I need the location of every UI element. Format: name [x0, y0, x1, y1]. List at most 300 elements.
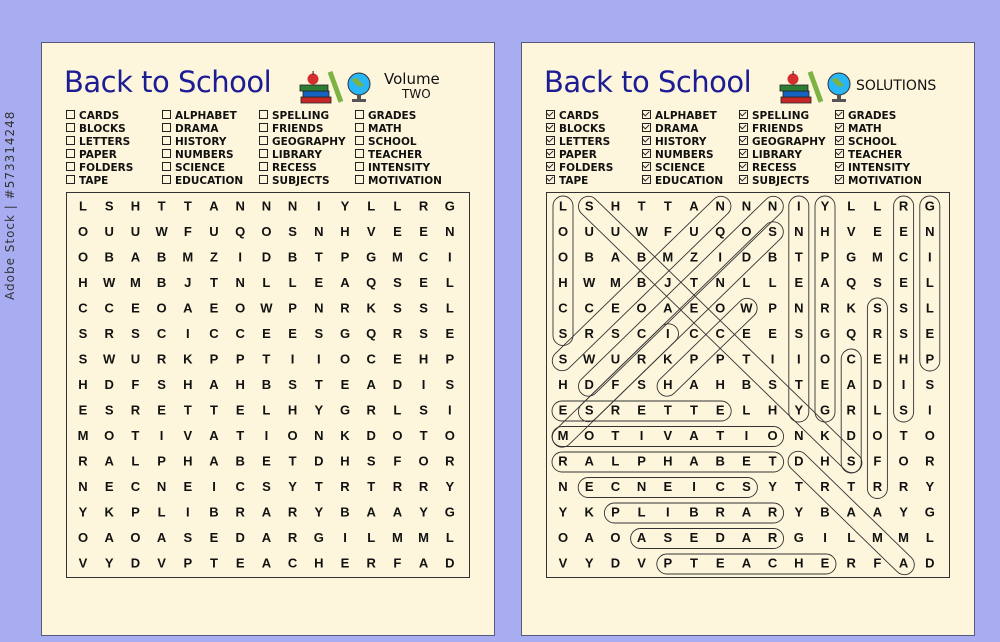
grid-letter: B: [235, 453, 245, 469]
grid-letter: S: [78, 325, 88, 341]
word-item: [835, 110, 922, 123]
grid-letter: A: [584, 529, 594, 545]
grid-letter: O: [392, 427, 403, 443]
grid-letter: H: [558, 376, 568, 392]
grid-letter: Y: [794, 504, 804, 520]
grid-letter: T: [663, 198, 672, 214]
word-column: [642, 110, 723, 188]
word-label: FRIENDS: [272, 123, 324, 135]
word-label: BLOCKS: [559, 123, 606, 135]
grid-letter: A: [261, 504, 272, 520]
word-item: [66, 123, 133, 136]
grid-letter: E: [262, 453, 271, 469]
grid-letter: R: [392, 325, 403, 341]
grid-letter: D: [610, 555, 621, 571]
grid-letter: Y: [584, 555, 594, 571]
grid-letter: M: [557, 427, 569, 443]
grid-letter: P: [157, 453, 166, 469]
grid-letter: D: [925, 555, 935, 571]
word-item: [739, 110, 826, 123]
grid-letter: L: [445, 300, 454, 316]
grid-letter: S: [742, 478, 751, 494]
grid-letter: K: [584, 504, 594, 520]
checked-box-icon: [642, 175, 651, 184]
grid-letter: R: [392, 478, 403, 494]
grid-letter: P: [183, 555, 193, 571]
grid-letter: I: [238, 249, 243, 265]
grid-letter: I: [159, 427, 164, 443]
grid-letter: R: [898, 198, 909, 214]
grid-letter: M: [418, 529, 430, 545]
grid-letter: D: [261, 249, 272, 265]
grid-letter: D: [130, 555, 141, 571]
grid-letter: A: [209, 376, 219, 392]
grid-letter: G: [846, 249, 857, 265]
grid-letter: L: [445, 274, 454, 290]
checkbox-icon: [355, 110, 364, 119]
word-label: LIBRARY: [752, 149, 802, 161]
grid-letter: Y: [104, 555, 114, 571]
grid-letter: L: [742, 402, 751, 418]
grid-letter: O: [444, 427, 455, 443]
grid-letter: R: [287, 504, 298, 520]
grid-letter: W: [260, 300, 273, 316]
grid-letter: U: [209, 223, 219, 239]
grid-letter: R: [610, 402, 621, 418]
grid-letter: S: [558, 325, 568, 341]
grid-letter: O: [715, 300, 726, 316]
grid-letter: L: [873, 198, 882, 214]
word-label: GRADES: [368, 110, 417, 122]
word-column: [259, 110, 346, 188]
grid-letter: Q: [846, 274, 857, 290]
grid-letter: E: [183, 478, 193, 494]
grid-letter: S: [393, 300, 402, 316]
grid-letter: C: [235, 478, 245, 494]
grid-letter: K: [846, 300, 856, 316]
grid-letter: P: [445, 351, 455, 367]
letter-grid: [66, 192, 470, 578]
grid-letter: I: [212, 478, 216, 494]
grid-letter: E: [419, 274, 428, 290]
checked-box-icon: [739, 149, 748, 158]
grid-letter: B: [104, 249, 114, 265]
grid-letter: N: [741, 198, 752, 214]
grid-letter: L: [637, 504, 646, 520]
grid-letter: V: [366, 223, 376, 239]
grid-letter: E: [584, 478, 594, 494]
grid-letter: H: [183, 376, 193, 392]
grid-letter: F: [873, 555, 882, 571]
grid-letter: T: [847, 478, 856, 494]
word-item: [162, 123, 243, 136]
grid-letter: B: [820, 504, 830, 520]
grid-letter: D: [445, 555, 455, 571]
grid-letter: R: [820, 300, 830, 316]
grid-letter: I: [290, 351, 295, 367]
grid-letter: D: [715, 529, 725, 545]
grid-letter: A: [689, 198, 699, 214]
watermark: Adobe Stock | #573314248: [3, 110, 17, 300]
checkbox-icon: [66, 149, 75, 158]
grid-letter: L: [157, 504, 166, 520]
grid-letter: E: [715, 402, 725, 418]
grid-letter: U: [130, 223, 141, 239]
grid-letter: L: [262, 274, 271, 290]
grid-letter: C: [610, 478, 621, 494]
grid-letter: Y: [820, 198, 830, 214]
grid-letter: S: [366, 453, 376, 469]
word-label: TEACHER: [848, 149, 903, 161]
grid-letter: K: [340, 427, 350, 443]
word-item: [259, 175, 346, 188]
grid-letter: E: [288, 325, 297, 341]
grid-letter: Y: [925, 478, 935, 494]
grid-letter: G: [339, 402, 351, 418]
grid-letter: V: [183, 427, 193, 443]
grid-letter: P: [637, 453, 646, 469]
grid-letter: G: [819, 325, 831, 341]
grid-letter: J: [184, 274, 192, 290]
checked-box-icon: [546, 162, 555, 171]
grid-letter: P: [209, 351, 219, 367]
word-label: MOTIVATION: [848, 175, 922, 187]
word-item: [739, 175, 826, 188]
grid-letter: L: [925, 529, 934, 545]
grid-letter: R: [872, 325, 883, 341]
grid-letter: N: [794, 300, 804, 316]
word-item: [355, 162, 442, 175]
globe-icon: [344, 71, 374, 103]
grid-letter: E: [209, 300, 219, 316]
checked-box-icon: [739, 110, 748, 119]
grid-letter: O: [924, 427, 935, 443]
grid-letter: I: [901, 376, 906, 392]
grid-letter: W: [583, 274, 596, 290]
grid-letter: G: [444, 198, 455, 214]
grid-letter: T: [690, 274, 698, 290]
grid-letter: I: [927, 249, 932, 265]
checked-box-icon: [642, 123, 651, 132]
grid-letter: O: [261, 223, 272, 239]
word-label: TAPE: [559, 175, 589, 187]
grid-letter: S: [584, 198, 594, 214]
checkbox-icon: [259, 136, 268, 145]
grid-letter: C: [235, 325, 245, 341]
volume-label: Volume: [384, 70, 440, 88]
grid-letter: T: [690, 402, 698, 418]
grid-letter: C: [767, 555, 778, 571]
grid-letter: M: [391, 249, 403, 265]
grid-letter: S: [873, 274, 882, 290]
checked-box-icon: [739, 136, 748, 145]
checkbox-icon: [162, 175, 171, 184]
checked-box-icon: [835, 149, 844, 158]
grid-letter: T: [236, 427, 245, 443]
grid-letter: V: [637, 555, 646, 571]
word-label: DRAMA: [175, 123, 219, 135]
grid-letter: A: [846, 504, 856, 520]
grid-letter: B: [689, 504, 699, 520]
grid-letter: C: [418, 249, 429, 265]
checked-box-icon: [739, 162, 748, 171]
grid-letter: V: [78, 555, 88, 571]
grid-letter: Y: [314, 402, 324, 418]
grid-letter: E: [768, 325, 777, 341]
checkbox-icon: [355, 136, 364, 145]
grid-letter: S: [262, 478, 271, 494]
checked-box-icon: [642, 162, 651, 171]
grid-letter: T: [419, 427, 428, 443]
grid-letter: E: [78, 402, 88, 418]
grid-letter: E: [558, 402, 568, 418]
grid-letter: N: [235, 274, 245, 290]
grid-letter: O: [77, 249, 89, 265]
grid-letter: M: [182, 249, 194, 265]
word-item: [162, 162, 243, 175]
grid-letter: B: [636, 249, 647, 265]
grid-letter: R: [104, 325, 114, 341]
grid-letter: O: [557, 223, 569, 239]
puzzle-page: [41, 42, 495, 636]
grid-letter: M: [609, 274, 621, 290]
grid-letter: C: [209, 325, 219, 341]
grid-letter: R: [715, 504, 725, 520]
grid-letter: T: [314, 249, 323, 265]
grid-letter: Y: [419, 504, 428, 520]
checkbox-icon: [66, 162, 75, 171]
word-label: GEOGRAPHY: [752, 136, 826, 148]
grid-letter: B: [261, 376, 272, 392]
grid-letter: A: [261, 555, 272, 571]
grid-letter: M: [871, 249, 883, 265]
grid-letter: N: [715, 198, 725, 214]
letter-grid-svg: [67, 193, 471, 579]
word-label: FOLDERS: [559, 162, 614, 174]
grid-letter: H: [663, 453, 673, 469]
grid-letter: O: [767, 427, 778, 443]
grid-letter: E: [419, 223, 428, 239]
grid-letter: K: [663, 351, 673, 367]
grid-letter: C: [636, 325, 647, 341]
grid-letter: Y: [794, 402, 804, 418]
grid-letter: L: [445, 529, 454, 545]
word-column: [835, 110, 922, 188]
word-item: [259, 110, 346, 123]
grid-letter: E: [393, 223, 402, 239]
grid-letter: P: [925, 351, 935, 367]
grid-letter: R: [445, 453, 455, 469]
grid-letter: L: [611, 453, 620, 469]
grid-letter: Y: [899, 504, 908, 520]
grid-letter: Z: [690, 249, 698, 265]
grid-letter: S: [183, 529, 193, 545]
checkbox-icon: [259, 110, 268, 119]
grid-letter: H: [183, 453, 193, 469]
grid-letter: U: [584, 223, 594, 239]
grid-letter: L: [367, 529, 376, 545]
grid-letter: E: [340, 376, 350, 392]
grid-letter: T: [611, 427, 620, 443]
word-item: [642, 136, 723, 149]
grid-letter: S: [768, 376, 777, 392]
checkbox-icon: [162, 110, 171, 119]
grid-letter: H: [340, 223, 350, 239]
grid-letter: Q: [235, 223, 246, 239]
checkbox-icon: [259, 123, 268, 132]
grid-letter: A: [610, 249, 621, 265]
checked-box-icon: [546, 175, 555, 184]
grid-letter: S: [846, 453, 856, 469]
word-item: [835, 162, 922, 175]
grid-letter: T: [210, 555, 218, 571]
grid-letter: N: [715, 274, 725, 290]
grid-letter: W: [103, 351, 116, 367]
grid-letter: D: [235, 529, 245, 545]
grid-letter: E: [899, 274, 908, 290]
word-item: [355, 149, 442, 162]
checkbox-icon: [162, 123, 171, 132]
grid-letter: S: [925, 376, 935, 392]
grid-letter: V: [157, 555, 166, 571]
grid-letter: N: [314, 300, 324, 316]
grid-letter: B: [209, 504, 219, 520]
grid-letter: Y: [558, 504, 568, 520]
word-label: EDUCATION: [655, 175, 724, 187]
grid-letter: H: [287, 402, 298, 418]
word-item: [66, 175, 133, 188]
grid-letter: L: [847, 198, 856, 214]
grid-letter: V: [846, 223, 856, 239]
grid-letter: Y: [78, 504, 88, 520]
grid-letter: S: [637, 376, 646, 392]
grid-letter: C: [156, 325, 167, 341]
grid-letter: S: [419, 402, 428, 418]
grid-letter: A: [820, 274, 830, 290]
globe-icon: [824, 71, 854, 103]
grid-letter: T: [637, 198, 646, 214]
word-item: [355, 110, 442, 123]
word-item: [162, 175, 243, 188]
grid-letter: E: [314, 274, 324, 290]
word-item: [66, 136, 133, 149]
grid-letter: I: [744, 427, 749, 443]
grid-letter: T: [210, 402, 218, 418]
grid-letter: D: [584, 376, 594, 392]
grid-letter: V: [558, 555, 568, 571]
grid-letter: G: [924, 198, 935, 214]
checkbox-icon: [259, 162, 268, 171]
grid-letter: H: [314, 555, 324, 571]
word-label: MATH: [368, 123, 402, 135]
word-item: [66, 110, 133, 123]
grid-letter: E: [742, 453, 751, 469]
grid-letter: N: [156, 478, 167, 494]
grid-letter: L: [925, 300, 934, 316]
word-item: [259, 149, 346, 162]
checked-box-icon: [642, 149, 651, 158]
grid-letter: R: [130, 402, 141, 418]
word-item: [259, 136, 346, 149]
word-item: [162, 136, 243, 149]
grid-letter: T: [367, 478, 376, 494]
grid-letter: L: [925, 274, 934, 290]
grid-letter: B: [156, 249, 167, 265]
grid-letter: R: [767, 529, 778, 545]
grid-letter: A: [741, 504, 752, 520]
volume-number: TWO: [402, 87, 431, 101]
grid-letter: G: [924, 504, 935, 520]
grid-letter: A: [584, 453, 594, 469]
grid-letter: G: [366, 249, 377, 265]
checkbox-icon: [162, 136, 171, 145]
grid-letter: Y: [445, 478, 455, 494]
grid-letter: I: [927, 402, 932, 418]
grid-letter: E: [104, 478, 114, 494]
grid-letter: K: [366, 300, 376, 316]
grid-letter: E: [209, 529, 219, 545]
solutions-page: [521, 42, 975, 636]
word-label: EDUCATION: [175, 175, 244, 187]
word-column: [739, 110, 826, 188]
grid-letter: L: [847, 529, 856, 545]
grid-letter: Q: [846, 325, 857, 341]
word-item: [642, 175, 723, 188]
grid-letter: S: [611, 325, 620, 341]
grid-letter: S: [78, 351, 88, 367]
grid-letter: U: [689, 223, 699, 239]
grid-letter: E: [820, 376, 830, 392]
word-item: [546, 123, 613, 136]
grid-letter: E: [742, 325, 751, 341]
grid-letter: K: [183, 351, 193, 367]
grid-letter: F: [393, 555, 402, 571]
grid-letter: L: [79, 198, 87, 214]
grid-letter: C: [846, 351, 856, 367]
checkbox-icon: [259, 149, 268, 158]
grid-letter: D: [794, 453, 804, 469]
grid-letter: O: [741, 223, 752, 239]
grid-letter: H: [340, 453, 350, 469]
grid-letter: R: [584, 325, 594, 341]
grid-letter: R: [846, 402, 856, 418]
word-highlight: [631, 529, 784, 549]
checked-box-icon: [546, 110, 555, 119]
grid-letter: H: [767, 402, 778, 418]
word-item: [642, 123, 723, 136]
grid-letter: F: [611, 376, 620, 392]
grid-letter: N: [767, 198, 778, 214]
grid-letter: R: [925, 453, 935, 469]
grid-letter: R: [820, 478, 830, 494]
grid-letter: B: [287, 249, 298, 265]
grid-letter: A: [104, 453, 114, 469]
grid-letter: H: [610, 198, 621, 214]
word-label: MOTIVATION: [368, 175, 442, 187]
grid-letter: A: [741, 555, 752, 571]
word-label: DRAMA: [655, 123, 699, 135]
grid-letter: E: [637, 402, 646, 418]
checkbox-icon: [259, 175, 268, 184]
grid-letter: B: [156, 274, 167, 290]
grid-letter: W: [583, 351, 596, 367]
checkbox-icon: [355, 175, 364, 184]
grid-letter: A: [872, 504, 883, 520]
grid-letter: T: [183, 198, 192, 214]
grid-letter: C: [130, 478, 141, 494]
grid-letter: R: [767, 504, 778, 520]
word-column: [546, 110, 613, 188]
